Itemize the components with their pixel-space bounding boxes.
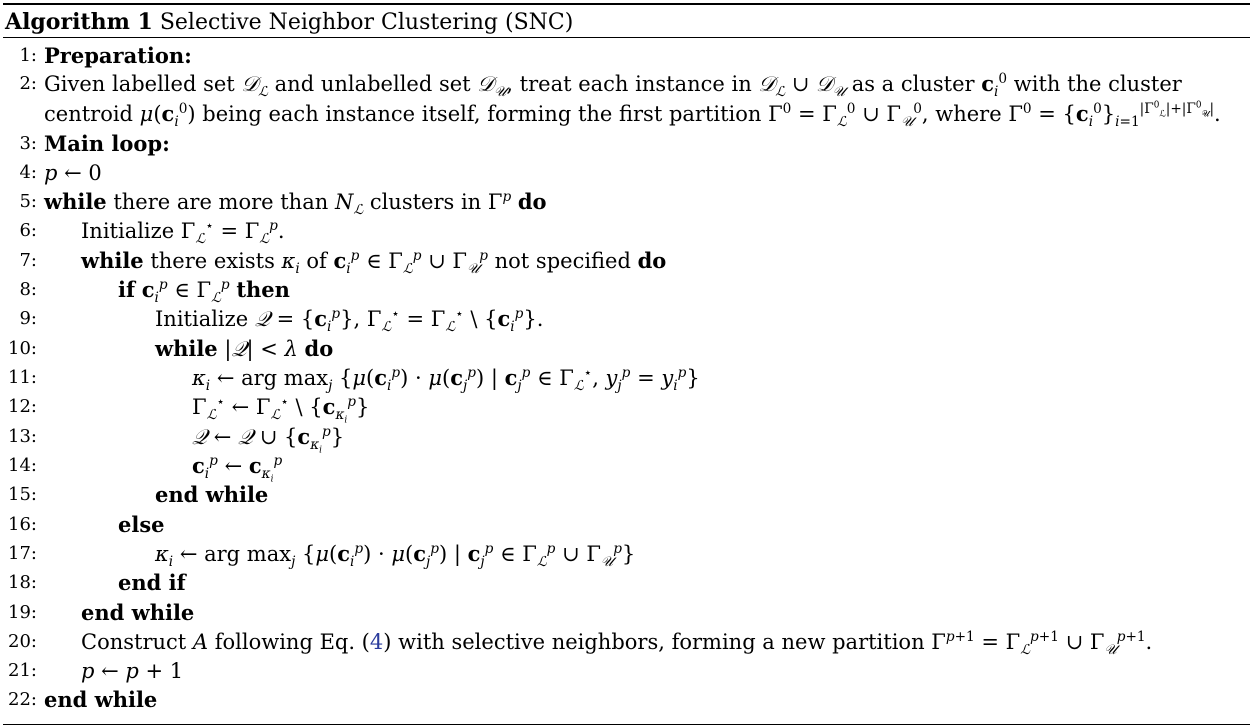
algorithm-title: Selective Neighbor Clustering (SNC): [159, 10, 574, 35]
line-number: 5:: [19, 191, 37, 212]
line-text: Given labelled set 𝒟$_ℒ$ and unlabelled set 𝒟$_𝒰$, treat each instance in 𝒟$_ℒ$ ∪ 𝒟$_𝒰$ as a cluster $c_i^0$ with the cluster: [44, 71, 1182, 101]
bottom-rule: [3, 724, 1250, 725]
line-text: Main loop:: [44, 131, 170, 156]
algorithm-caption: [3, 5, 1250, 37]
algorithm-label: Algorithm 1: [5, 9, 153, 35]
line-text: $\Gamma_ℒ^⋆$ ← $\Gamma_ℒ^⋆$ \ $\{c_{\kappa_i}^p\}$: [192, 394, 370, 426]
line-text: Preparation:: [44, 43, 192, 68]
line-number: 16:: [8, 514, 37, 535]
line-number: 14:: [8, 455, 37, 476]
line-number: 12:: [8, 396, 37, 417]
line-number: 21:: [8, 660, 37, 681]
line-number: 8:: [19, 279, 37, 300]
line-number: 6:: [19, 220, 37, 241]
line-text: p ← p + 1: [81, 659, 184, 683]
caption-rule: [3, 37, 1250, 38]
line-number: 18:: [8, 572, 37, 593]
line-text: $\kappa_i$ ← arg $\max_j \{\mu(c_i^p) \cdot \mu(c_j^p)$ | $c_j^p$ ∈ $\Gamma_ℒ^p$ ∪ $\Gamma_𝒰^p$}: [155, 541, 636, 571]
line-text: p ← 0: [44, 161, 102, 185]
line-text: else: [118, 512, 165, 537]
line-number: 19:: [8, 602, 37, 623]
line-text: end while: [81, 600, 195, 625]
line-number: 3:: [19, 133, 37, 154]
line-text: centroid $\mu(c_i^0)$ being each instance itself, forming the first partition $\Gamma^0 = \Gamma_ℒ^0$ ∪ $\Gamma_𝒰^0$, where $\Gamma^0 = \{c_i^0\}_{i=1}^{|\Gamma^0_ℒ|+|\Gamma^0_𝒰|}$.: [44, 100, 1221, 131]
line-number: 1:: [19, 45, 37, 66]
line-text: if $c_i^p$ ∈ $\Gamma_ℒ^p$ then: [118, 277, 290, 307]
line-text: end if: [118, 570, 186, 595]
line-text: while |𝒬| < λ do: [155, 336, 334, 361]
algorithm-box: [3, 3, 1250, 712]
line-text: end while: [44, 687, 158, 712]
line-text: Initialize $\Gamma_ℒ^⋆ = \Gamma_ℒ^p$.: [81, 218, 285, 248]
line-text: while there are more than $N_ℒ$ clusters in $\Gamma^p$ do: [44, 189, 547, 219]
line-text: Initialize 𝒬 = $\{c_i^p\}$, $\Gamma_ℒ^⋆ = \Gamma_ℒ^⋆$ \ $\{c_i^p\}$.: [155, 306, 544, 336]
line-number: 7:: [19, 250, 37, 271]
line-number: 15:: [8, 484, 37, 505]
line-number: 11:: [8, 367, 37, 388]
line-number: 20:: [8, 631, 37, 652]
line-number: 4:: [19, 162, 37, 183]
line-number: 10:: [8, 338, 37, 359]
line-text: end while: [155, 482, 269, 507]
equation-reference-link[interactable]: 4: [369, 630, 384, 654]
line-text: while there exists $\kappa_i$ of $c_i^p$ ∈ $\Gamma_ℒ^p$ ∪ $\Gamma_𝒰^p$ not specified do: [81, 248, 667, 278]
line-number: 17:: [8, 543, 37, 564]
line-number: 22:: [8, 689, 37, 710]
line-number: 2:: [19, 73, 37, 94]
line-text: $c_i^p$ ← $c_{\kappa_i}^p$: [192, 453, 283, 485]
line-text: 𝒬 ← 𝒬 ∪ $\{c_{\kappa_i}^p\}$: [192, 424, 345, 456]
line-text: Construct A following Eq. (4) with selective neighbors, forming a new partition $\Gamma^{p+1} = \Gamma_ℒ^{p+1}$ ∪ $\Gamma_𝒰^{p+1}$.: [81, 629, 1153, 659]
line-number: 9:: [19, 308, 37, 329]
line-text: $\kappa_i$ ← arg $\max_j \{\mu(c_i^p) \cdot \mu(c_j^p)$ | $c_j^p$ ∈ $\Gamma_ℒ^⋆$, $y_j^p = y_i^p$}: [192, 365, 700, 395]
line-number: 13:: [8, 426, 37, 447]
